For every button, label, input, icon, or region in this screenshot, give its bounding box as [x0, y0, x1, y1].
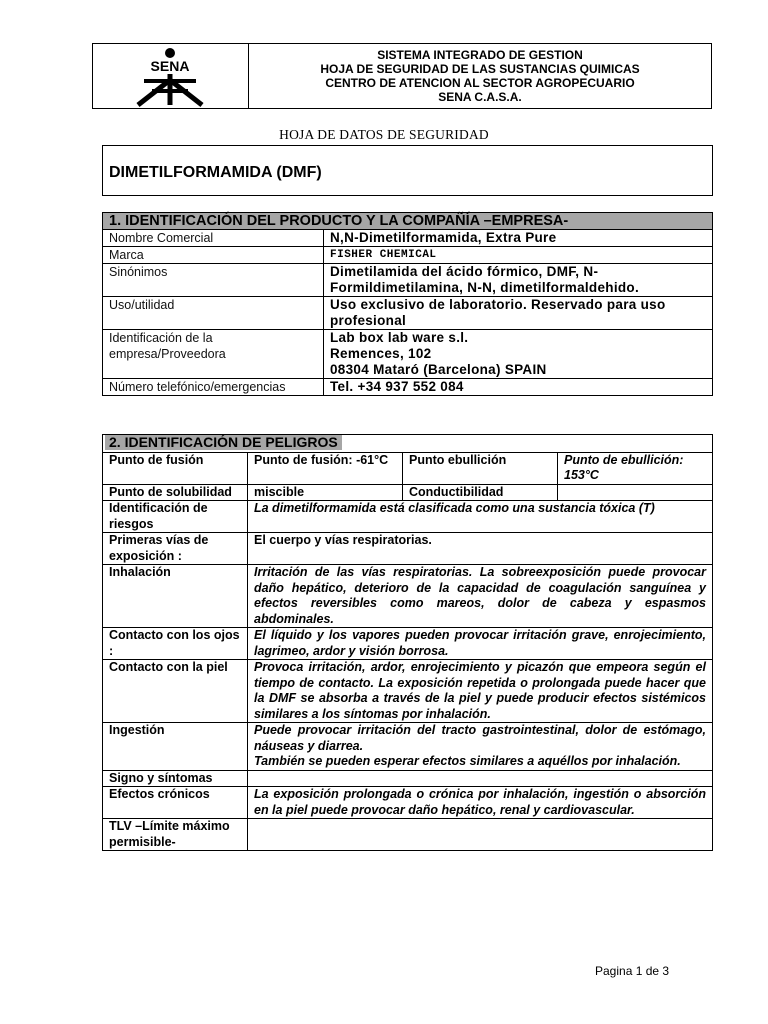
- row-label: Número telefónico/emergencias: [103, 379, 324, 396]
- row-label: Marca: [103, 247, 324, 264]
- row-label: Conductibilidad: [403, 484, 558, 501]
- row-value: N,N-Dimetilformamida, Extra Pure: [324, 230, 713, 247]
- table-row: [103, 379, 713, 396]
- row-value: Dimetilamida del ácido fórmico, DMF, N- Formildimetilamina, N-N, dimetilformaldehido.: [324, 264, 713, 297]
- row-value: [248, 770, 713, 787]
- row-label: Primeras vías de exposición :: [103, 533, 248, 565]
- row-label: Punto ebullición: [403, 452, 558, 484]
- row-value: Uso exclusivo de laboratorio. Reservado para uso profesional: [324, 297, 713, 330]
- section-1-table: [102, 212, 713, 396]
- row-value: Tel. +34 937 552 084: [324, 379, 713, 396]
- table-row: [103, 484, 713, 501]
- table-row: [103, 330, 713, 379]
- table-row: [103, 247, 713, 264]
- table-row: [103, 770, 713, 787]
- section-2-title: 2. IDENTIFICACIÓN DE PELIGROS: [105, 435, 342, 450]
- row-label: Inhalación: [103, 565, 248, 628]
- logo-cell: [93, 44, 249, 108]
- row-label: Ingestión: [103, 723, 248, 771]
- row-value: El cuerpo y vías respiratorias.: [248, 533, 713, 565]
- row-label: Uso/utilidad: [103, 297, 324, 330]
- row-label: Nombre Comercial: [103, 230, 324, 247]
- row-value: Puede provocar irritación del tracto gastrointestinal, dolor de estómago, náuseas y diarrea. También se pueden esperar efectos similares a aquéllos por inhalación.: [248, 723, 713, 771]
- row-label: Contacto con los ojos :: [103, 628, 248, 660]
- sena-logo: [130, 47, 210, 107]
- logo-text: SENA: [150, 58, 190, 74]
- table-row: [103, 533, 713, 565]
- row-label: Efectos crónicos: [103, 787, 248, 819]
- table-row: [103, 787, 713, 819]
- row-value: Punto de ebullición: 153°C: [558, 452, 713, 484]
- header-line-2: HOJA DE SEGURIDAD DE LAS SUSTANCIAS QUIMICAS: [320, 62, 640, 76]
- row-label: Contacto con la piel: [103, 660, 248, 723]
- table-row: [103, 819, 713, 851]
- row-value: Lab box lab ware s.l. Remences, 102 08304 Mataró (Barcelona) SPAIN: [324, 330, 713, 379]
- row-value: La exposición prolongada o crónica por inhalación, ingestión o absorción en la piel puede provocar daño hepático, renal y cardiovascular.: [248, 787, 713, 819]
- header-line-4: SENA C.A.S.A.: [438, 90, 522, 104]
- product-box: [102, 145, 713, 196]
- row-value: [558, 484, 713, 501]
- row-value: El líquido y los vapores pueden provocar irritación grave, enrojecimiento, lagrimeo, ardor y visión borrosa.: [248, 628, 713, 660]
- row-value: FISHER CHEMICAL: [324, 247, 713, 264]
- document-header: [92, 43, 712, 109]
- row-label: Identificación de la empresa/Proveedora: [103, 330, 324, 379]
- header-text: [249, 48, 711, 104]
- table-row: [103, 628, 713, 660]
- product-name: DIMETILFORMAMIDA (DMF): [109, 164, 322, 181]
- row-value: Provoca irritación, ardor, enrojecimiento y picazón que empeora según el tiempo de contacto. La exposición repetida o prolongada puede hacer que la DMF se absorba a través de la piel y puede producir efectos sistémicos similares a los síntomas por inhalación.: [248, 660, 713, 723]
- header-line-3: CENTRO DE ATENCION AL SECTOR AGROPECUARIO: [325, 76, 635, 90]
- section-2-title-cell: [103, 435, 713, 453]
- table-row: [103, 723, 713, 771]
- row-value: Irritación de las vías respiratorias. La sobreexposición puede provocar daño hepático, deterioro de la capacidad de coagulación sanguínea y efectos reversibles como mareos, dolor de cabeza y espasmos abdominales.: [248, 565, 713, 628]
- table-row: [103, 264, 713, 297]
- table-row: [103, 565, 713, 628]
- table-row: [103, 660, 713, 723]
- header-line-1: SISTEMA INTEGRADO DE GESTION: [377, 48, 583, 62]
- row-label: TLV –Límite máximo permisible-: [103, 819, 248, 851]
- row-value: Punto de fusión: -61°C: [248, 452, 403, 484]
- row-label: Punto de solubilidad: [103, 484, 248, 501]
- row-value: [248, 819, 713, 851]
- table-row: [103, 452, 713, 484]
- table-row: [103, 297, 713, 330]
- row-label: Punto de fusión: [103, 452, 248, 484]
- section-1-title: 1. IDENTIFICACIÓN DEL PRODUCTO Y LA COMPAÑÍA –EMPRESA-: [103, 213, 713, 230]
- row-label: Signo y síntomas: [103, 770, 248, 787]
- table-row: [103, 501, 713, 533]
- row-label: Identificación de riesgos: [103, 501, 248, 533]
- page-number: Pagina 1 de 3: [595, 964, 670, 978]
- table-row: [103, 230, 713, 247]
- row-value: miscible: [248, 484, 403, 501]
- section-2-table: [102, 434, 713, 851]
- document-title: HOJA DE DATOS DE SEGURIDAD: [279, 127, 489, 142]
- row-value: La dimetilformamida está clasificada como una sustancia tóxica (T): [248, 501, 713, 533]
- row-label: Sinónimos: [103, 264, 324, 297]
